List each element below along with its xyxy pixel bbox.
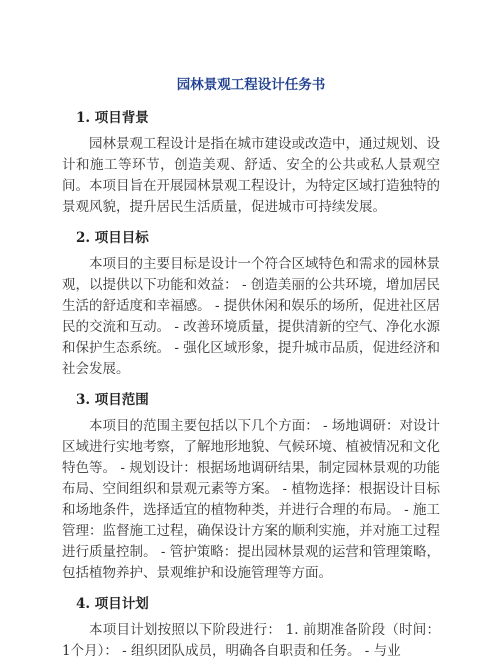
- section-heading: 3. 项目范围: [76, 392, 149, 408]
- section-paragraph: 园林景观工程设计是指在城市建设或改造中，通过规划、设计和施工等环节，创造美观、舒适、安全的公共或私人景观空间。本项目旨在开展园林景观工程设计，为特定区域打造独特的景观风貌，提升居民生活质量，促进城市可持续发展。: [62, 136, 440, 215]
- section-background: [62, 108, 440, 218]
- section-heading: 2. 项目目标: [76, 230, 149, 246]
- section-plan: [62, 594, 440, 662]
- section-heading: 4. 项目计划: [76, 596, 149, 612]
- section-goals: [62, 228, 440, 380]
- section-paragraph: 本项目的范围主要包括以下几个方面： - 场地调研：对设计区域进行实地考察，了解地形地貌、气候环境、植被情况和文化特色等。 - 规划设计：根据场地调研结果，制定园林景观的功能布局、空间组织和景观元素等方案。 - 植物选择：根据设计目标和场地条件，选择适宜的植物种类，并进行合理的布局。 - 施工管理：监督施工过程，确保设计方案的顺利实施，并对施工过程进行质量控制。 - 管护策略：提出园林景观的运营和管理策略，包括植物养护、景观维护和设施管理等方面。: [62, 418, 440, 581]
- section-paragraph: 本项目的主要目标是设计一个符合区域特色和需求的园林景观，以提供以下功能和效益： - 创造美丽的公共环境，增加居民生活的舒适度和幸福感。 - 提供休闲和娱乐的场所，促进社区居民的交流和互动。 - 改善环境质量，提供清新的空气、净化水源和保护生态系统。 - 强化区域形象，提升城市品质，促进经济和社会发展。: [62, 256, 440, 377]
- section-heading: 1. 项目背景: [76, 110, 149, 126]
- section-scope: [62, 390, 440, 584]
- document-title: 园林景观工程设计任务书: [176, 77, 326, 93]
- section-paragraph: 本项目计划按照以下阶段进行： 1. 前期准备阶段（时间：1个月）： - 组织团队成员，明确各自职责和任务。 - 与业: [62, 622, 440, 659]
